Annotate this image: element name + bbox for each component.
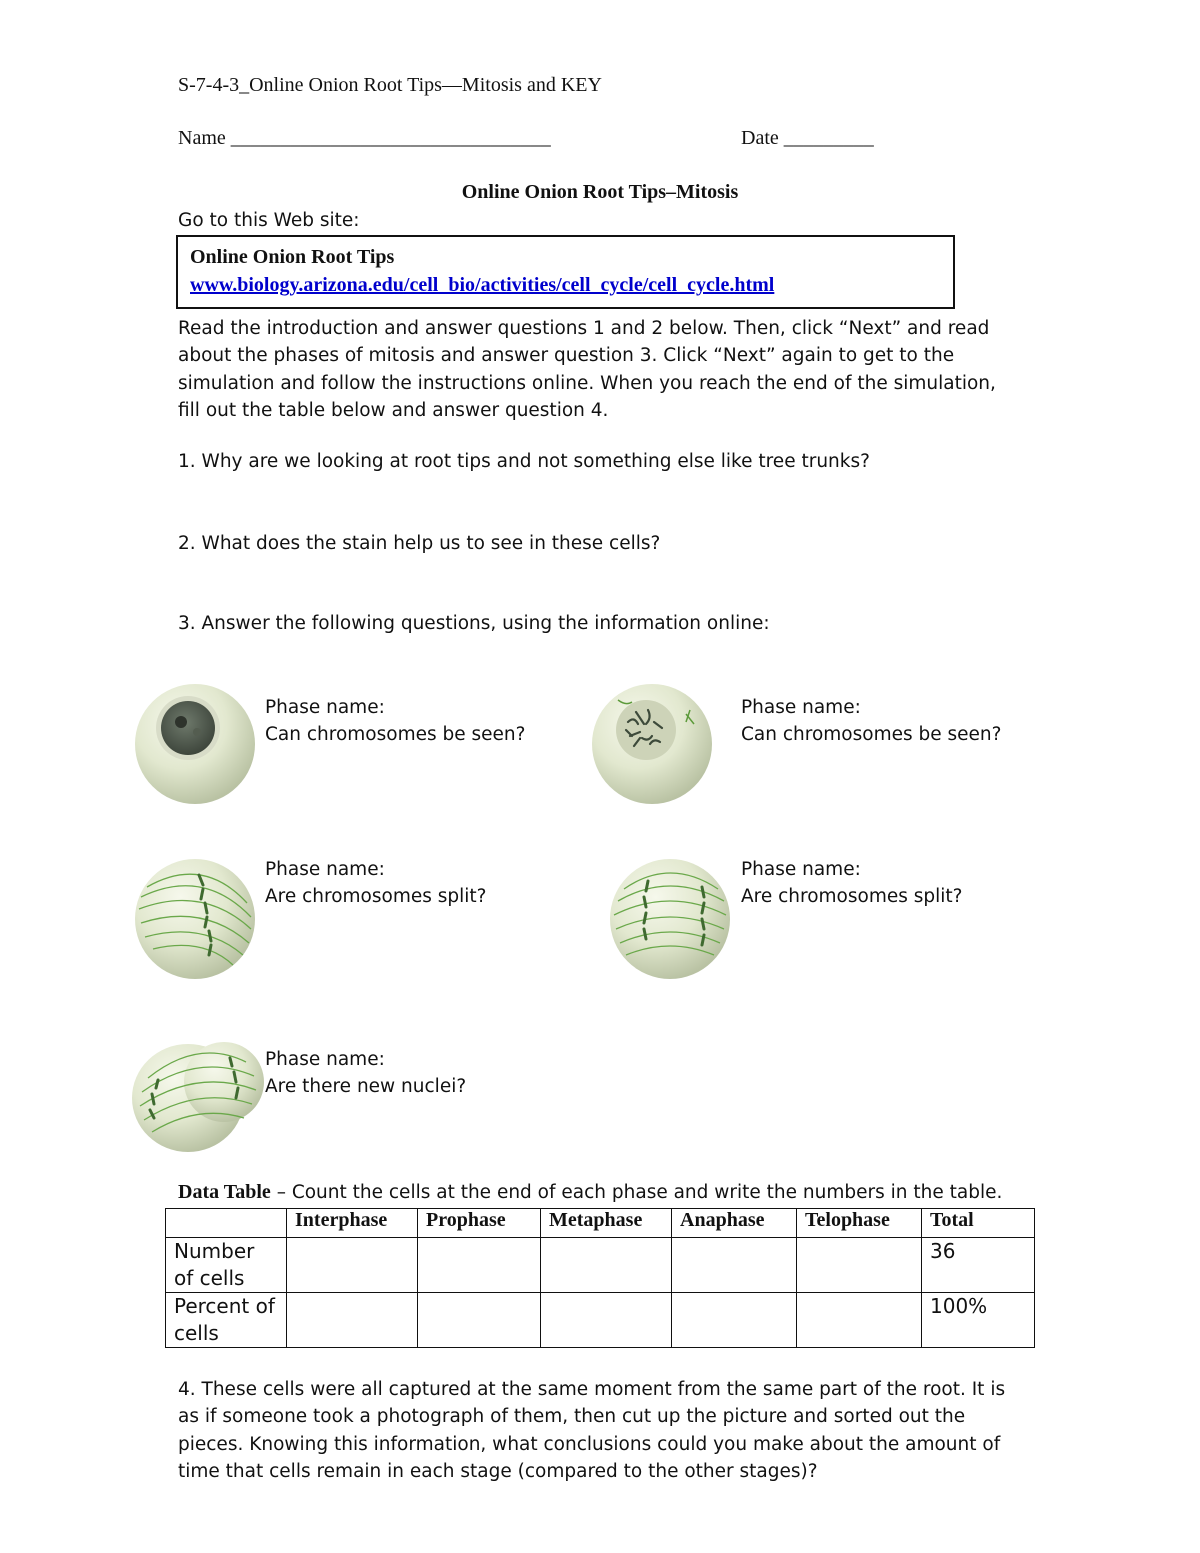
document-title: S-7-4-3_Online Onion Root Tips—Mitosis and KEY bbox=[178, 74, 602, 96]
table-header-cell: Prophase bbox=[418, 1209, 541, 1238]
name-field bbox=[178, 127, 551, 150]
phase-question: Can chromosomes be seen? bbox=[741, 724, 1002, 745]
website-link[interactable]: www.biology.arizona.edu/cell_bio/activities/cell_cycle/cell_cycle.html bbox=[190, 274, 775, 296]
anaphase-percent-cell[interactable] bbox=[672, 1293, 797, 1348]
question-2: 2. What does the stain help us to see in these cells? bbox=[178, 533, 661, 554]
table-header-cell: Telophase bbox=[797, 1209, 922, 1238]
metaphase-cell-image bbox=[133, 857, 257, 981]
anaphase-cell-image bbox=[608, 857, 732, 981]
intro-line: fill out the table below and answer question 4. bbox=[178, 399, 609, 421]
date-blank: _________ bbox=[783, 127, 874, 149]
question-4 bbox=[178, 1376, 1005, 1485]
date-label: Date bbox=[741, 127, 779, 149]
phase-name-label: Phase name: bbox=[265, 859, 385, 880]
phase-prompt-4 bbox=[741, 856, 963, 910]
phase-prompt-1 bbox=[265, 694, 525, 748]
table-row bbox=[166, 1293, 1035, 1348]
question-4-line: pieces. Knowing this information, what conclusions could you make about the amount of bbox=[178, 1433, 1001, 1455]
interphase-percent-cell[interactable] bbox=[287, 1293, 418, 1348]
telophase-percent-cell[interactable] bbox=[797, 1293, 922, 1348]
table-header-cell: Total bbox=[922, 1209, 1035, 1238]
data-table-caption-bold: Data Table bbox=[178, 1181, 271, 1203]
intro-line: Read the introduction and answer questions 1 and 2 below. Then, click “Next” and read bbox=[178, 318, 990, 339]
phase-name-label: Phase name: bbox=[741, 859, 861, 880]
prophase-count-cell[interactable] bbox=[418, 1238, 541, 1293]
row-label: Percent of cells bbox=[166, 1293, 287, 1348]
table-header-cell: Metaphase bbox=[541, 1209, 672, 1238]
table-header-row bbox=[166, 1209, 1035, 1238]
data-table-caption bbox=[178, 1181, 1002, 1204]
intro-line: simulation and follow the instructions online. When you reach the end of the simulation, bbox=[178, 372, 996, 394]
data-table bbox=[165, 1208, 1035, 1348]
intro-paragraph bbox=[178, 315, 996, 424]
question-4-line: 4. These cells were all captured at the same moment from the same part of the root. It is bbox=[178, 1379, 1006, 1400]
total-count-cell: 36 bbox=[922, 1238, 1035, 1293]
phase-name-label: Phase name: bbox=[741, 697, 861, 718]
phase-prompt-3 bbox=[265, 856, 487, 910]
worksheet-heading: Online Onion Root Tips–Mitosis bbox=[461, 181, 739, 203]
interphase-count-cell[interactable] bbox=[287, 1238, 418, 1293]
table-header-cell bbox=[166, 1209, 287, 1238]
total-percent-cell: 100% bbox=[922, 1293, 1035, 1348]
goto-instruction: Go to this Web site: bbox=[178, 210, 360, 231]
intro-line: about the phases of mitosis and answer question 3. Click “Next” again to get to the bbox=[178, 345, 955, 367]
data-table-caption-text: – Count the cells at the end of each phase and write the numbers in the table. bbox=[270, 1182, 1003, 1203]
date-field bbox=[741, 127, 874, 150]
table-row bbox=[166, 1238, 1035, 1293]
phase-prompt-5 bbox=[265, 1046, 466, 1100]
metaphase-percent-cell[interactable] bbox=[541, 1293, 672, 1348]
phase-question: Can chromosomes be seen? bbox=[265, 724, 526, 745]
prophase-cell-image bbox=[590, 682, 714, 806]
website-box bbox=[176, 235, 955, 309]
telophase-count-cell[interactable] bbox=[797, 1238, 922, 1293]
phase-question: Are chromosomes split? bbox=[741, 886, 963, 907]
table-header-cell: Anaphase bbox=[672, 1209, 797, 1238]
prophase-percent-cell[interactable] bbox=[418, 1293, 541, 1348]
phase-question: Are chromosomes split? bbox=[265, 886, 487, 907]
table-header-cell: Interphase bbox=[287, 1209, 418, 1238]
telophase-cell-image bbox=[128, 1032, 268, 1156]
name-blank: ________________________________ bbox=[230, 127, 551, 149]
phase-name-label: Phase name: bbox=[265, 1049, 385, 1070]
metaphase-count-cell[interactable] bbox=[541, 1238, 672, 1293]
question-4-line: as if someone took a photograph of them, then cut up the picture and sorted out the bbox=[178, 1406, 966, 1428]
interphase-cell-image bbox=[133, 682, 257, 806]
website-name: Online Onion Root Tips bbox=[190, 246, 395, 268]
anaphase-count-cell[interactable] bbox=[672, 1238, 797, 1293]
row-label: Number of cells bbox=[166, 1238, 287, 1293]
question-4-line: time that cells remain in each stage (compared to the other stages)? bbox=[178, 1460, 818, 1482]
question-1: 1. Why are we looking at root tips and not something else like tree trunks? bbox=[178, 451, 870, 472]
name-label: Name bbox=[178, 127, 226, 149]
phase-question: Are there new nuclei? bbox=[265, 1076, 467, 1097]
phase-prompt-2 bbox=[741, 694, 1001, 748]
question-3: 3. Answer the following questions, using the information online: bbox=[178, 613, 770, 634]
phase-name-label: Phase name: bbox=[265, 697, 385, 718]
